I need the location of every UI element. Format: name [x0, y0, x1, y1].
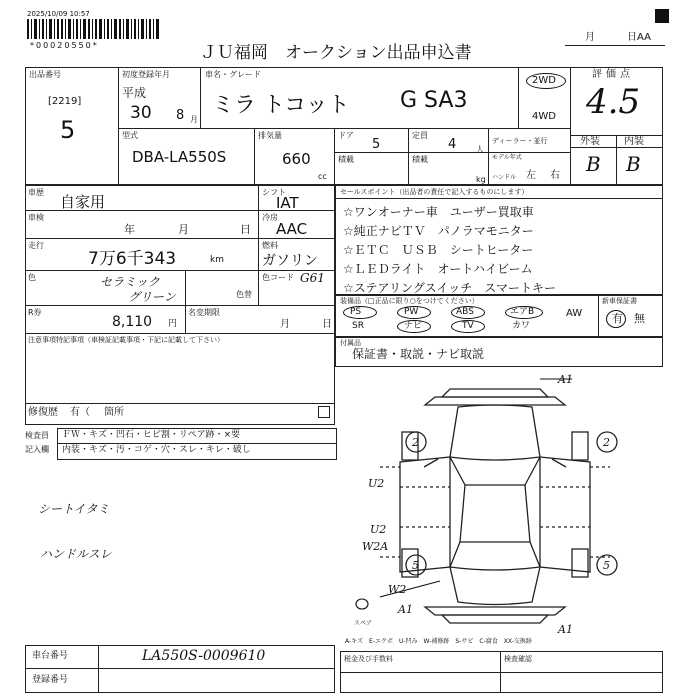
- equip-ps: PS: [350, 307, 362, 317]
- mark-u2-lower: U2: [370, 523, 387, 536]
- repaint-label: 色替: [236, 290, 252, 299]
- barcode-number: *00020550*: [30, 41, 99, 50]
- date-day-label: 日AA: [627, 32, 651, 43]
- first-reg-label: 初度登録年月: [122, 70, 170, 79]
- mileage: 7万6千343: [88, 249, 177, 269]
- tax-month: 月: [280, 319, 290, 330]
- date-underline: [565, 45, 665, 46]
- load-label: 積載: [338, 155, 354, 164]
- spare-tire-label: スペア: [354, 620, 373, 627]
- car-name: ミラ トコット: [212, 93, 350, 118]
- displacement: 660: [282, 150, 311, 168]
- mark-a1-top: A1: [558, 373, 573, 386]
- ac: AAC: [276, 220, 308, 238]
- legend-label-top: 検査員: [25, 431, 49, 440]
- handle-right: 右: [550, 170, 560, 181]
- shift-label: シフト: [262, 188, 286, 197]
- repair-value: 有（: [70, 407, 90, 418]
- spare-label: 新車保証書: [602, 297, 637, 305]
- inspection-year: 年: [124, 223, 135, 236]
- usage: 自家用: [60, 193, 106, 211]
- lot-no-label: 出品番号: [29, 70, 61, 79]
- equip-leather: カワ: [512, 321, 531, 331]
- seats-label: 定員: [412, 131, 428, 140]
- reg-month: 8: [176, 108, 185, 123]
- equip-abs: ABS: [456, 307, 474, 317]
- mark-u2-left: U2: [368, 477, 385, 490]
- color-label: 色: [28, 273, 36, 282]
- recycle-fee: 8,110: [112, 314, 153, 330]
- reg-month-unit: 月: [190, 115, 198, 124]
- drive-4wd: 4WD: [532, 111, 556, 122]
- color-line1: セラミック: [100, 275, 160, 289]
- mark-2-right: 2: [603, 436, 610, 449]
- selling-point-item: ☆ワンオーナー車 ユーザー買取車: [343, 205, 534, 219]
- selling-point-item: ☆ＥＴＣ ＵＳＢ シートヒーター: [343, 243, 534, 257]
- form-title: ＪＵ福岡 オークション出品申込書: [200, 43, 472, 63]
- inspection-month: 月: [178, 223, 189, 236]
- date-month-label: 月: [585, 32, 595, 43]
- dealer-label: ディーラー・並行: [492, 137, 548, 145]
- equip-pw: PW: [404, 307, 419, 317]
- interior-label: 内装: [624, 136, 644, 147]
- color-code-label: 色コード: [262, 273, 294, 282]
- legend-label-bottom: 記入欄: [25, 445, 49, 454]
- recycle-unit: 円: [168, 319, 178, 329]
- vehicle-info-box: [25, 67, 663, 185]
- fuel: ガソリン: [262, 253, 318, 269]
- doors: 5: [372, 137, 381, 152]
- load-unit: kg: [476, 175, 486, 184]
- exterior-grade: B: [586, 152, 601, 176]
- tax-day: 日: [322, 319, 332, 330]
- equip-navi: ナビ: [404, 321, 423, 331]
- damage-legend: A-キズ E-エクボ U-凹み W-補修跡 S-サビ C-腐食 XX-交換跡: [345, 638, 532, 645]
- selling-point-item: ☆純正ナビＴＶ パノラマモニター: [343, 224, 534, 238]
- car-damage-diagram: [340, 367, 660, 635]
- recycle-label: R券: [28, 308, 42, 317]
- legend-row1: ＦＷ・キズ・凹石・ヒビ割・リペア跡・×要: [62, 430, 241, 440]
- chassis-label: 車台番号: [32, 651, 69, 661]
- repair-checkbox[interactable]: [318, 406, 330, 418]
- accessories-label: 付属品: [340, 339, 361, 347]
- tax-label: 名変期限: [188, 308, 220, 317]
- accessories-text: 保証書・取説・ナビ取説: [352, 347, 485, 361]
- era: 平成: [122, 86, 147, 100]
- selling-points-label: セールスポイント（出品者の責任で記入するものにします）: [340, 188, 529, 196]
- registration-label: 登録番号: [32, 675, 69, 685]
- type-label: 型式: [122, 131, 138, 140]
- equip-airbag: エアB: [510, 307, 535, 317]
- lot-number: 5: [60, 116, 76, 144]
- mark-5-left: 5: [412, 559, 419, 572]
- seats: 4: [448, 137, 457, 152]
- usage-label: 車歴: [28, 188, 44, 197]
- repair-label: 修復歴: [28, 407, 58, 418]
- load-label-2: 積載: [412, 155, 428, 164]
- equip-sr: SR: [352, 321, 364, 331]
- notes-label: 注意事項特記事項（車検証記載事項・下記に記載して下さい）: [28, 336, 224, 344]
- drive-2wd: 2WD: [532, 75, 556, 86]
- inspection-day: 日: [240, 223, 251, 236]
- chassis-number: LA550S-0009610: [142, 648, 266, 664]
- mark-a1-bottom: A1: [558, 623, 573, 635]
- equipment-label: 装備品（□正品に限り○をつけてください）: [340, 297, 479, 305]
- mileage-unit: km: [210, 255, 224, 265]
- equip-aw: AW: [566, 308, 583, 319]
- seats-unit: 人: [476, 145, 484, 154]
- mark-a1-left: A1: [398, 603, 413, 616]
- mark-w2a: W2A: [362, 540, 389, 553]
- inspection-label: 車検: [28, 213, 44, 222]
- displacement-label: 排気量: [258, 131, 282, 140]
- shift: IAT: [276, 194, 299, 212]
- repair-close: 箇所: [104, 407, 124, 418]
- rating-value: 4.5: [586, 82, 641, 122]
- mark-5-right: 5: [603, 559, 610, 572]
- rating-label: 評価点: [592, 69, 634, 80]
- interior-grade: B: [626, 152, 641, 176]
- spare-yes: 有: [612, 312, 623, 325]
- mark-w2: W2: [388, 583, 407, 596]
- color-code: G61: [300, 271, 325, 285]
- equip-tv: TV: [462, 321, 474, 331]
- corner-marker: [655, 9, 669, 23]
- inspection-check-label: 検査確認: [504, 655, 532, 663]
- selling-point-item: ☆ステアリングスイッチ スマートキー: [343, 281, 556, 295]
- spare-circle: [606, 310, 626, 328]
- cc-unit: cc: [318, 172, 327, 181]
- color-line2: グリーン: [128, 290, 176, 304]
- mileage-label: 走行: [28, 241, 44, 250]
- doors-label: ドア: [338, 131, 354, 140]
- handle-left: 左: [526, 170, 536, 181]
- handwritten-note-2: ハンドルスレ: [40, 547, 112, 561]
- exterior-label: 外装: [580, 136, 600, 147]
- handle-label: ハンドル: [492, 174, 517, 181]
- lot-code: [2219]: [48, 96, 82, 107]
- grade: G SA3: [400, 88, 468, 113]
- model-code: DBA-LA550S: [132, 148, 227, 166]
- model-label: 車名・グレード: [205, 70, 261, 79]
- selling-points-list: [343, 203, 556, 298]
- ac-label: 冷房: [262, 213, 278, 222]
- model-year-label: モデル年式: [492, 154, 522, 161]
- spare-no: 無: [634, 312, 645, 325]
- mark-2-left: 2: [412, 436, 419, 449]
- legend-row2: 内装・キズ・汚・コゲ・穴・スレ・キレ・破し: [62, 445, 251, 455]
- fuel-label: 燃料: [262, 241, 278, 250]
- selling-point-item: ☆ＬＥＤライト オートハイビーム: [343, 262, 533, 276]
- reg-year: 30: [130, 103, 152, 123]
- tax-fee-label: 税金及び手数料: [344, 655, 393, 663]
- handwritten-note-1: シートイタミ: [38, 502, 110, 516]
- timestamp: 2025/10/09 10:57: [27, 10, 90, 18]
